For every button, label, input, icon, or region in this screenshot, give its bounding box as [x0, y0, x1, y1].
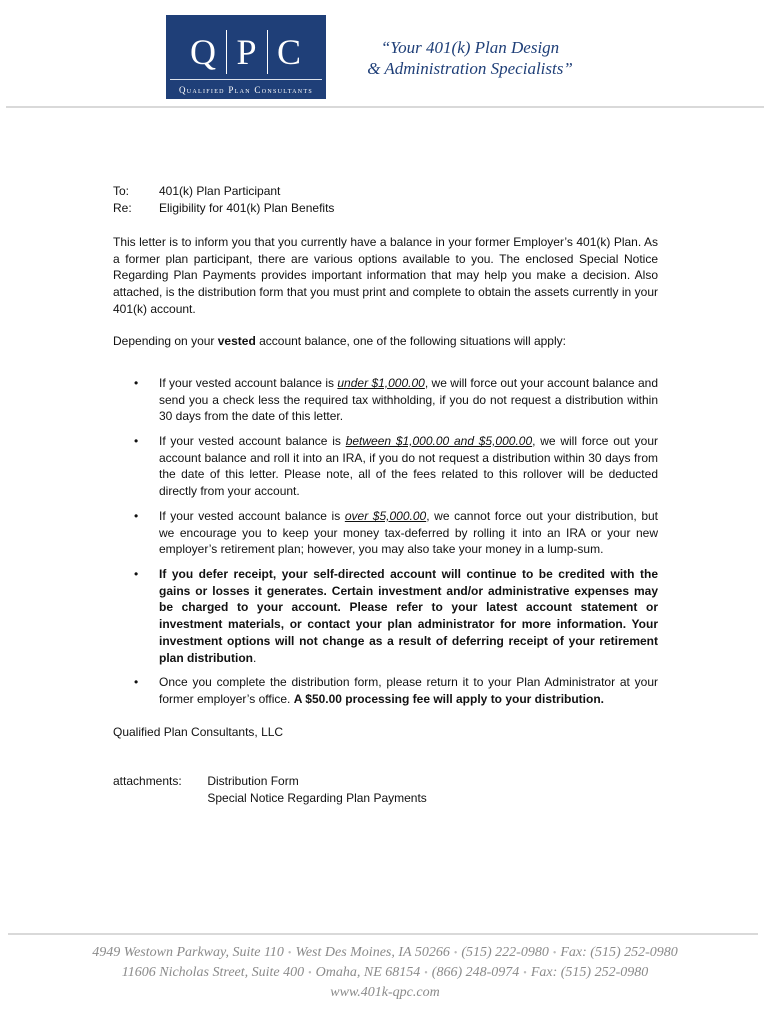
logo-letter: P: [236, 32, 258, 72]
attachment-item: Special Notice Regarding Plan Payments: [207, 790, 427, 805]
logo-letter: Q: [189, 32, 217, 72]
bullet-icon: •: [134, 376, 139, 390]
intro-paragraph: This letter is to inform you that you currently have a balance in your former Employer’s 401(k) Plan. As a former plan participant, there are various options available to you. The enclosed Special Notice Regarding Plan Payments provides important information that may help you make a decision. Also attached, is the distribution form that you must print and complete to obtain the assets currently in your 401(k) account.: [113, 235, 658, 316]
bullet-text-after: .: [253, 650, 257, 665]
tagline-line-1: “Your 401(k) Plan Design: [380, 38, 560, 57]
footer-separator-icon: •: [523, 968, 527, 979]
bullet-text-before: If your vested account balance is: [159, 509, 345, 523]
footer-phone: (866) 248-0974: [431, 965, 520, 980]
memo-to-value: 401(k) Plan Participant: [159, 184, 281, 198]
bullet-threshold: between $1,000.00 and $5,000.00: [345, 434, 533, 448]
footer-line-1: [0, 943, 770, 963]
intro-section: [113, 234, 658, 318]
situations-list: [113, 566, 658, 666]
memo-to-label: To:: [113, 184, 130, 198]
bullet-bold-text: If you defer receipt, your self-directed account will continue to be credited with the gains or losses it generates. Certain investment and/or administrative expenses may be charged to your account. Please refer to your latest account statement or investment materials, or contact your plan administrator for more information. Your investment options will not change as a result of deferring receipt of your retirement plan distribution: [159, 567, 658, 665]
logo-divider: [226, 30, 228, 74]
bullet-icon: •: [134, 567, 139, 581]
footer-city: West Des Moines, IA 50266: [295, 945, 450, 960]
footer-fax: Fax: (515) 252-0980: [530, 965, 649, 980]
attachments-list: [207, 773, 426, 806]
depending-section: [113, 333, 658, 350]
logo-name-bar: [170, 79, 322, 100]
signature: Qualified Plan Consultants, LLC: [113, 725, 284, 739]
footer-separator-icon: •: [552, 948, 557, 959]
list-item: [113, 508, 658, 558]
footer-line-2: [0, 963, 770, 983]
bullet-text-after: , we will force out your account balance and send you a check less the required tax withholding, if you do not request a distribution within 30 days from the date of this letter.: [159, 376, 658, 424]
bullet-text-before: If your vested account balance is: [159, 376, 338, 390]
list-item: [113, 566, 658, 666]
footer-city: Omaha, NE 68154: [315, 965, 421, 980]
list-item: [113, 375, 658, 425]
memo-re-value: Eligibility for 401(k) Plan Benefits: [159, 200, 335, 215]
attachments-label: attachments:: [113, 774, 182, 788]
footer-phone: (515) 222-0980: [461, 945, 549, 960]
footer-divider: [8, 933, 758, 935]
company-logo: [166, 15, 326, 99]
bullet-icon: •: [134, 675, 139, 689]
depending-text-before: Depending on your: [113, 334, 218, 348]
footer-address: 11606 Nicholas Street, Suite 400: [121, 965, 305, 980]
bullet-text-before: Once you complete the distribution form, please return it to your Plan Administrator at your former employer’s office.: [159, 675, 658, 706]
bullet-text-after: , we cannot force out your distribution, but we encourage you to keep your money tax-deferred by rolling it into an IRA or your new employer’s retirement plan; however, you may also take your money in a lump-sum.: [159, 509, 659, 557]
bullet-icon: •: [134, 434, 139, 448]
footer-address: 4949 Westown Parkway, Suite 110: [92, 945, 284, 960]
memo-re-row: [113, 200, 658, 217]
footer-fax: Fax: (515) 252-0980: [560, 945, 678, 960]
logo-company-name: Qualified Plan Consultants: [178, 85, 314, 95]
logo-letters: [166, 29, 326, 75]
footer-separator-icon: •: [453, 948, 458, 959]
list-item: [113, 433, 658, 500]
footer-website[interactable]: www.401k-qpc.com: [330, 985, 440, 1000]
memo-to-row: [113, 183, 658, 200]
bullet-text-after: , we will force out your account balance and roll it into an IRA, if you do not request a distribution within 30 days from the date of this letter. Please note, all of the fees related to this rollover will be deducted directly from your account.: [159, 434, 658, 499]
situations-list: [113, 674, 658, 707]
bullet-text-before: If your vested account balance is: [159, 434, 346, 448]
bullet-threshold: over $5,000.00: [344, 509, 427, 523]
footer-separator-icon: •: [308, 968, 312, 979]
attachment-item: Distribution Form: [207, 774, 299, 788]
depending-text-after: account balance, one of the following situations will apply:: [255, 334, 566, 348]
memo-block: [113, 183, 658, 216]
signature-section: [113, 724, 658, 741]
footer-separator-icon: •: [424, 968, 428, 979]
tagline: [350, 37, 590, 79]
footer-separator-icon: •: [287, 948, 292, 959]
bullet-bold-text: A $50.00 processing fee will apply to your distribution.: [293, 691, 605, 706]
depending-text-bold: vested: [217, 334, 256, 348]
logo-letter: C: [277, 32, 303, 72]
logo-divider: [267, 30, 269, 74]
header-divider: [6, 106, 764, 108]
depending-paragraph: [113, 333, 658, 350]
situations-list: [113, 508, 658, 558]
bullet-icon: •: [134, 509, 139, 523]
situations-list: [113, 433, 658, 500]
situations-list: [113, 375, 658, 425]
footer: [0, 943, 770, 1002]
attachments-section: [113, 773, 427, 806]
memo-re-label: Re:: [113, 200, 132, 215]
tagline-line-2: & Administration Specialists”: [367, 59, 573, 78]
bullet-threshold: under $1,000.00: [337, 376, 425, 390]
list-item: [113, 674, 658, 707]
